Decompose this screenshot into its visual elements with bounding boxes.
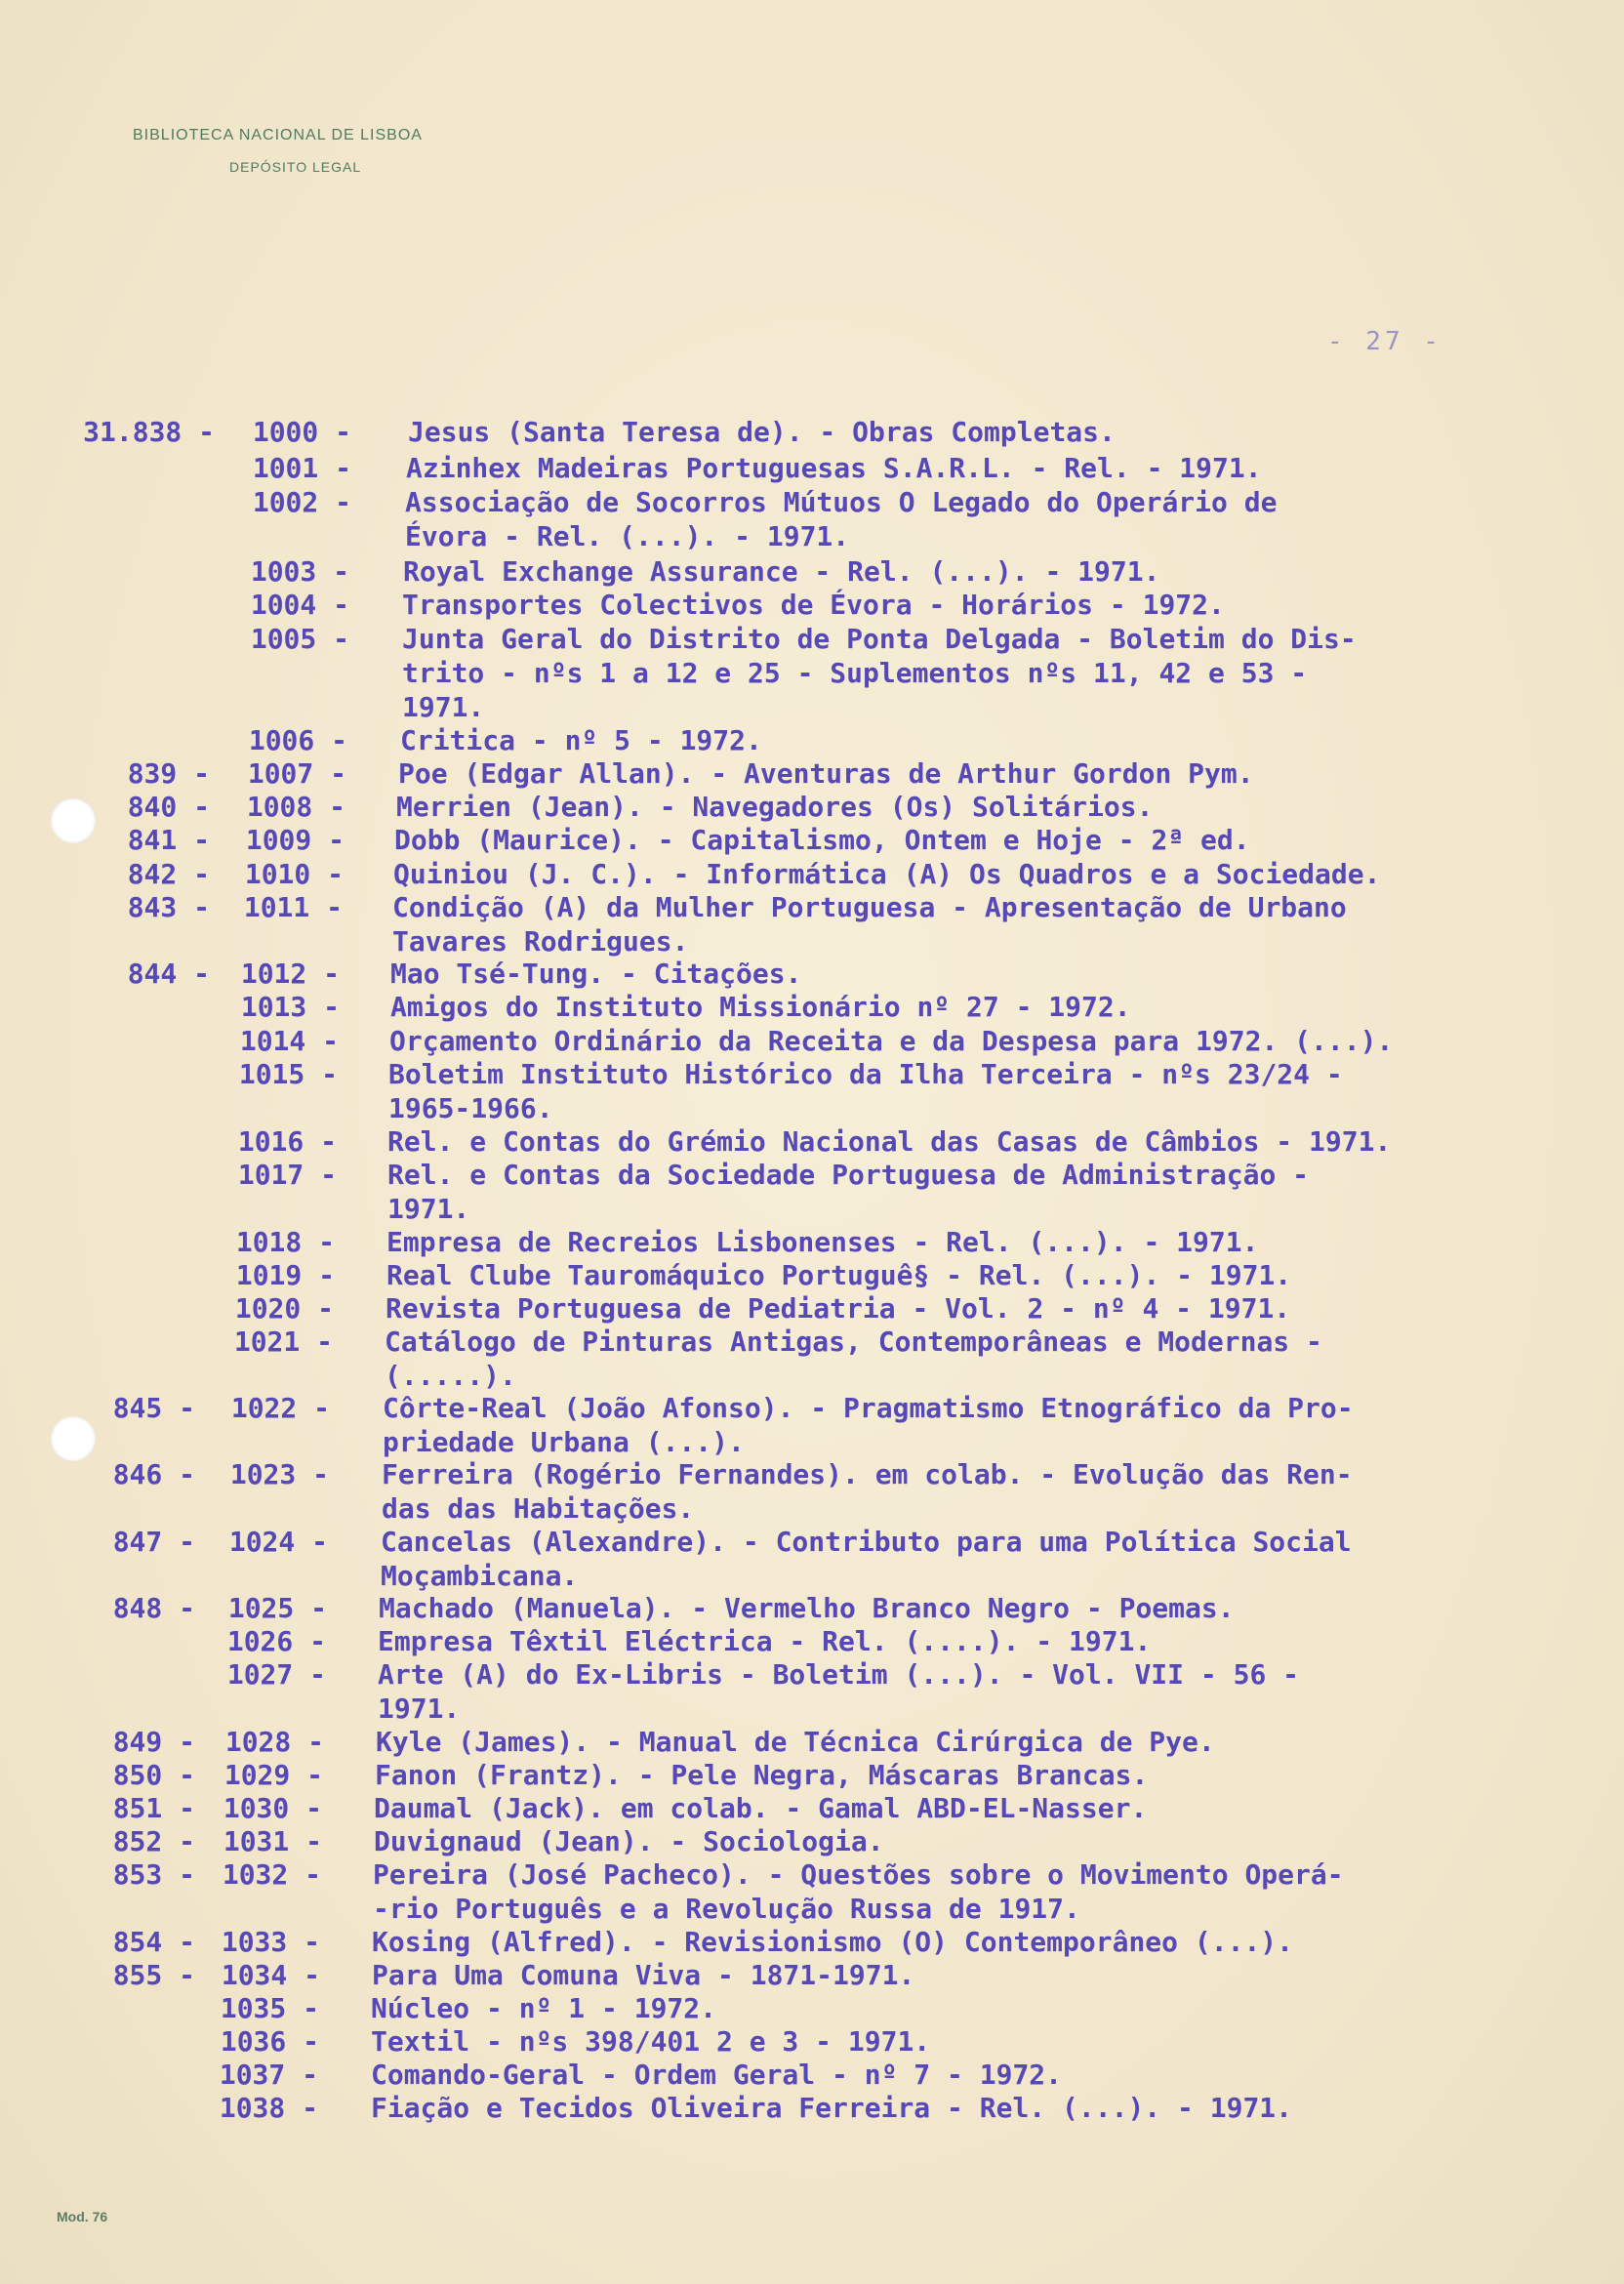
entry-text: Junta Geral do Distrito de Ponta Delgada - Boletim do Dis- trito - nºs 1 a 12 e 25 - Suplementos nºs 11, 42 e 53 - 1971.	[402, 623, 1357, 723]
entry-number: 1009 -	[245, 824, 345, 856]
entry-number: 1022 -	[230, 1392, 330, 1424]
entry-number: 1026 -	[226, 1625, 326, 1657]
cota-number: 853 -	[112, 1858, 195, 1891]
entry-number: 1034 -	[221, 1959, 320, 1991]
entry-text: Catálogo de Pinturas Antigas, Contemporâneas e Modernas - (.....).	[385, 1326, 1322, 1392]
entry-number: 1014 -	[239, 1025, 339, 1057]
entry-number: 1037 -	[219, 2059, 318, 2091]
cota-number: 844 -	[127, 958, 210, 990]
entry-text: Fiação e Tecidos Oliveira Ferreira - Rel. (...). - 1971.	[371, 2092, 1293, 2124]
cota-number: 843 -	[127, 891, 210, 923]
cota-number: 845 -	[112, 1392, 195, 1424]
entry-text: Merrien (Jean). - Navegadores (Os) Solitários.	[396, 791, 1154, 823]
cota-number: 842 -	[127, 858, 210, 890]
entry-number: 1004 -	[250, 589, 349, 621]
entry-text: Associação de Socorros Mútuos O Legado do Operário de Évora - Rel. (...). - 1971.	[405, 486, 1278, 552]
entry-number: 1025 -	[227, 1592, 327, 1624]
cota-number: 846 -	[112, 1458, 195, 1490]
entry-text: Condição (A) da Mulher Portuguesa - Apresentação de Urbano Tavares Rodrigues.	[392, 891, 1347, 958]
entry-number: 1036 -	[220, 2025, 319, 2058]
entry-text: Dobb (Maurice). - Capitalismo, Ontem e Hoje - 2ª ed.	[394, 824, 1250, 856]
entry-number: 1020 -	[234, 1292, 334, 1325]
entry-number: 1023 -	[229, 1458, 329, 1490]
entry-number: 1005 -	[250, 623, 349, 655]
entry-number: 1016 -	[237, 1125, 337, 1158]
entry-text: Comando-Geral - Ordem Geral - nº 7 - 1972.	[371, 2059, 1063, 2091]
entry-number: 1035 -	[220, 1992, 319, 2024]
cota-number: 849 -	[112, 1726, 195, 1758]
cota-number: 847 -	[112, 1526, 195, 1558]
letterhead-department: DEPÓSITO LEGAL	[229, 159, 362, 175]
entry-text: Orçamento Ordinário da Receita e da Despesa para 1972. (...).	[389, 1025, 1394, 1057]
entry-text: Rel. e Contas do Grémio Nacional das Casas de Câmbios - 1971.	[387, 1125, 1392, 1158]
entry-number: 1013 -	[240, 991, 340, 1023]
entry-number: 1027 -	[226, 1658, 326, 1691]
letterhead-institution: BIBLIOTECA NACIONAL DE LISBOA	[133, 127, 423, 143]
entry-text: Poe (Edgar Allan). - Aventuras de Arthur Gordon Pym.	[398, 757, 1254, 790]
entry-text: Cancelas (Alexandre). - Contributo para uma Política Social Moçambicana.	[381, 1526, 1352, 1592]
cota-number: 848 -	[112, 1592, 195, 1624]
entry-number: 1019 -	[235, 1259, 335, 1291]
entry-text: Fanon (Frantz). - Pele Negra, Máscaras Brancas.	[375, 1759, 1149, 1791]
entry-number: 1011 -	[243, 891, 343, 923]
entry-text: Côrte-Real (João Afonso). - Pragmatismo Etnográfico da Pro- priedade Urbana (...).	[383, 1392, 1354, 1458]
cota-number: 855 -	[112, 1959, 195, 1991]
entry-text: Amigos do Instituto Missionário nº 27 - 1972.	[390, 991, 1131, 1023]
cota-number: 850 -	[112, 1759, 195, 1791]
form-code: Mod. 76	[57, 2209, 108, 2224]
entry-number: 1002 -	[252, 486, 351, 518]
cota-number: 839 -	[127, 757, 210, 790]
entry-number: 1029 -	[223, 1759, 323, 1791]
cota-number: 851 -	[112, 1792, 195, 1824]
entry-text: Machado (Manuela). - Vermelho Branco Negro - Poemas.	[379, 1592, 1235, 1624]
entry-text: Ferreira (Rogério Fernandes). em colab. - Evolução das Ren- das das Habitações.	[382, 1458, 1353, 1525]
entry-text: Duvignaud (Jean). - Sociologia.	[374, 1825, 884, 1857]
entry-text: Textil - nºs 398/401 2 e 3 - 1971.	[371, 2025, 931, 2058]
entry-text: Boletim Instituto Histórico da Ilha Terceira - nºs 23/24 - 1965-1966.	[388, 1058, 1343, 1124]
cota-number: 841 -	[127, 824, 210, 856]
entry-text: Real Clube Tauromáquico Portuguê§ - Rel. (...). - 1971.	[386, 1259, 1292, 1291]
cota-number: 854 -	[112, 1926, 195, 1958]
entry-number: 1030 -	[223, 1792, 322, 1824]
entry-number: 1006 -	[248, 724, 347, 756]
entry-number: 1000 -	[252, 416, 351, 448]
entry-number: 1028 -	[224, 1726, 324, 1758]
entry-text: Jesus (Santa Teresa de). - Obras Completas.	[408, 416, 1116, 448]
entry-text: Mao Tsé-Tung. - Citações.	[390, 958, 802, 990]
entry-number: 1008 -	[246, 791, 345, 823]
page-number: - 27 -	[1327, 327, 1442, 356]
cota-number: 840 -	[127, 791, 210, 823]
entry-number: 1021 -	[233, 1326, 333, 1358]
entry-text: Pereira (José Pacheco). - Questões sobre o Movimento Operá- -rio Português e a Revolução Russa de 1917.	[373, 1858, 1344, 1925]
entry-text: Arte (A) do Ex-Libris - Boletim (...). - Vol. VII - 56 - 1971.	[378, 1658, 1300, 1725]
entry-number: 1012 -	[240, 958, 340, 990]
entry-number: 1017 -	[237, 1159, 337, 1191]
cota-number: 852 -	[112, 1825, 195, 1857]
entry-number: 1007 -	[247, 757, 346, 790]
entry-number: 1033 -	[221, 1926, 320, 1958]
entry-text: Empresa Têxtil Eléctrica - Rel. (....). - 1971.	[378, 1625, 1152, 1657]
entry-text: Critica - nº 5 - 1972.	[400, 724, 762, 756]
entry-text: Kosing (Alfred). - Revisionismo (O) Contemporâneo (...).	[372, 1926, 1294, 1958]
entry-number: 1038 -	[219, 2092, 318, 2124]
entry-text: Kyle (James). - Manual de Técnica Cirúrgica de Pye.	[376, 1726, 1215, 1758]
entry-number: 1031 -	[223, 1825, 322, 1857]
entry-text: Royal Exchange Assurance - Rel. (...). - 1971.	[403, 555, 1160, 588]
entry-number: 1010 -	[244, 858, 344, 890]
entry-number: 1018 -	[235, 1226, 335, 1258]
entry-text: Daumal (Jack). em colab. - Gamal ABD-EL-Nasser.	[374, 1792, 1148, 1824]
entry-number: 1015 -	[238, 1058, 338, 1090]
entry-number: 1024 -	[228, 1526, 328, 1558]
cota-number: 31.838 -	[83, 416, 215, 448]
entry-number: 1003 -	[250, 555, 349, 588]
entry-text: Azinhex Madeiras Portuguesas S.A.R.L. - Rel. - 1971.	[406, 452, 1262, 484]
entry-text: Quiniou (J. C.). - Informática (A) Os Quadros e a Sociedade.	[393, 858, 1381, 890]
entry-text: Transportes Colectivos de Évora - Horários - 1972.	[402, 589, 1225, 621]
entry-text: Rel. e Contas da Sociedade Portuguesa de Administração - 1971.	[387, 1159, 1310, 1225]
entry-number: 1001 -	[252, 452, 351, 484]
entry-text: Núcleo - nº 1 - 1972.	[371, 1992, 717, 2024]
entry-text: Empresa de Recreios Lisbonenses - Rel. (...). - 1971.	[386, 1226, 1259, 1258]
entry-number: 1032 -	[222, 1858, 321, 1891]
entry-text: Para Uma Comuna Viva - 1871-1971.	[372, 1959, 915, 1991]
entry-text: Revista Portuguesa de Pediatria - Vol. 2 - nº 4 - 1971.	[386, 1292, 1291, 1325]
